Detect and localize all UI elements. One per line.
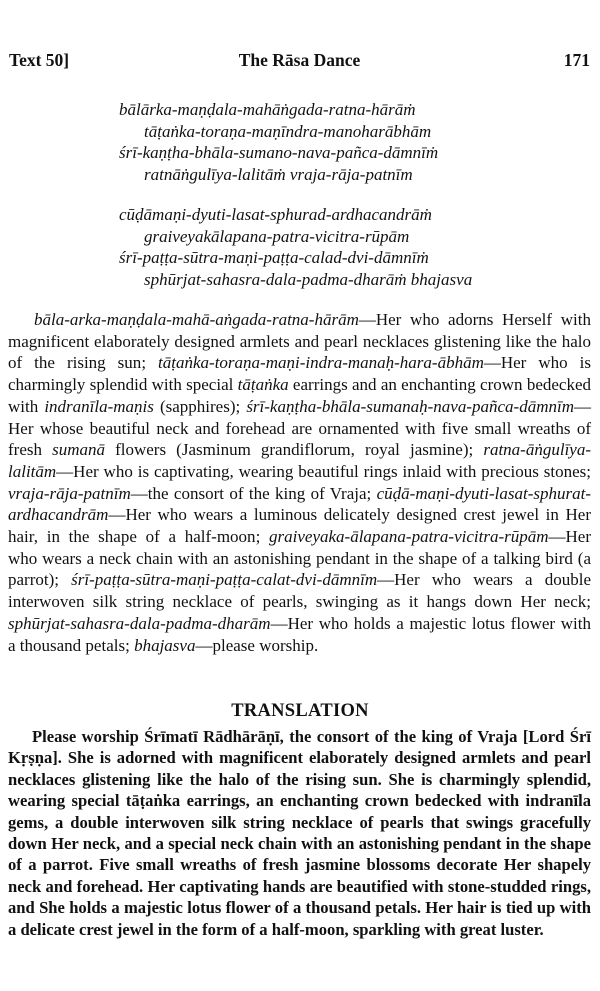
synonym-term: śrī-kaṇṭha-bhāla-sumanaḥ-nava-pañca-dāmnīm bbox=[246, 396, 574, 416]
synonym-meaning: please worship. bbox=[212, 635, 319, 655]
header-text-reference: Text 50] bbox=[9, 50, 70, 70]
verse-stanza-1 bbox=[119, 99, 579, 185]
synonym-term: graiveyaka-ālapana-patra-vicitra-rūpām bbox=[269, 527, 549, 547]
synonym-meaning: Her who wears a double interwoven silk string necklace of pearls, swinging as it hangs down Her neck bbox=[8, 570, 591, 612]
verse-stanza-2 bbox=[119, 204, 579, 290]
translation-heading: TRANSLATION bbox=[231, 701, 369, 721]
synonym-meaning: Her who wears a luminous delicately designed crest jewel in Her hair, in the shape of a half-moon bbox=[8, 505, 591, 547]
synonym-inline-term: tāṭaṅka bbox=[237, 375, 289, 395]
synonym-meaning: Her who wears a neck chain with an astonishing pendant in the shape of a talking bird (a parrot) bbox=[8, 527, 591, 590]
synonym-meaning: Her who is captivating, wearing beautiful rings inlaid with precious stones bbox=[73, 461, 587, 481]
synonym-inline-term: sumanā bbox=[52, 440, 105, 460]
verse-line: śrī-kaṇṭha-bhāla-sumano-nava-pañca-dāmnīṁ bbox=[119, 143, 439, 162]
synonym-inline-term: indranīla-maṇis bbox=[44, 396, 154, 416]
verse-line: bālārka-maṇḍala-mahāṅgada-ratna-hārāṁ bbox=[119, 100, 416, 119]
page-number: 171 bbox=[563, 50, 590, 70]
word-for-word-synonyms: bāla-arka-maṇḍala-mahā-aṅgada-ratna-hārām—Her who adorns Herself with magnificent elaborately designed armlets and pearl necklaces glistening like the halo of the rising sun; tāṭaṅka-toraṇa-maṇi-indra-manaḥ-hara-ābhām—Her who is charmingly splendid with special tāṭaṅka earrings and an enchanting crown bedecked with indranīla-maṇis (sapphires); śrī-kaṇṭha-bhāla-sumanaḥ-nava-pañca-dāmnīm—Her whose beautiful neck and forehead are ornamented with five small wreaths of fresh sumanā flowers (Jasminum grandiflorum, royal jasmine); ratna-āṅgulīya-lalitām—Her who is captivating, wearing beautiful rings inlaid with precious stones; vraja-rāja-patnīm—the consort of the king of Vraja; cūḍā-maṇi-dyuti-lasat-sphurat-ardhacandrām—Her who wears a luminous delicately designed crest jewel in Her hair, in the shape of a half-moon; graiveyaka-ālapana-patra-vicitra-rūpām—Her who wears a neck chain with an astonishing pendant in the shape of a talking bird (a parrot); śrī-paṭṭa-sūtra-maṇi-paṭṭa-calat-dvi-dāmnīm—Her who wears a double interwoven silk string necklace of pearls, swinging as it hangs down Her neck; sphūrjat-sahasra-dala-padma-dharām—Her who holds a majestic lotus flower with a thousand petals; bhajasva—please worship. bbox=[8, 310, 592, 655]
verse-line: tāṭaṅka-toraṇa-maṇīndra-manoharābhām bbox=[144, 121, 432, 141]
synonym-meaning: (sapphires) bbox=[153, 396, 236, 416]
verse-line: cūḍāmaṇi-dyuti-lasat-sphurad-ardhacandrāṁ bbox=[119, 205, 432, 224]
synonym-term: sphūrjat-sahasra-dala-padma-dharām bbox=[8, 613, 271, 633]
verse-line: ratnāṅgulīya-lalitāṁ vraja-rāja-patnīm bbox=[144, 164, 413, 184]
synonym-meaning: Her who adorns Herself with magnificent elaborately designed armlets and pearl necklaces glistening like the halo of the rising sun bbox=[8, 310, 591, 373]
synonym-meaning: Her whose beautiful neck and forehead are ornamented with five small wreaths of fresh bbox=[8, 418, 591, 460]
running-header bbox=[9, 50, 590, 74]
verse-line: śrī-paṭṭa-sūtra-maṇi-paṭṭa-calad-dvi-dāmnīṁ bbox=[119, 248, 429, 267]
synonym-meaning: Her who is charmingly splendid with special bbox=[8, 353, 591, 395]
synonym-meaning: earrings and an enchanting crown bedecked with bbox=[8, 375, 592, 416]
synonym-term: śrī-paṭṭa-sūtra-maṇi-paṭṭa-calat-dvi-dāmnīm bbox=[71, 570, 378, 590]
synonym-meaning: the consort of the king of Vraja bbox=[147, 483, 367, 503]
verse-line: sphūrjat-sahasra-dala-padma-dharāṁ bhajasva bbox=[144, 269, 473, 289]
synonym-meaning: Her who holds a majestic lotus flower with a thousand petals bbox=[8, 613, 591, 655]
synonym-meaning: flowers (Jasminum grandiflorum, royal jasmine) bbox=[105, 440, 469, 460]
synonym-term: bhajasva bbox=[134, 635, 196, 655]
verse-line: graiveyakālapana-patra-vicitra-rūpām bbox=[144, 226, 410, 246]
translation-paragraph: Please worship Śrīmatī Rādhārāṇī, the consort of the king of Vraja [Lord Śrī Kṛṣṇa]. She is adorned with magnificent elaborately designed armlets and pearl necklaces glistening like the halo of the rising sun. She is charmingly splendid, wearing special tāṭaṅka earrings, an enchanting crown bedecked with indranīla gems, a double interwoven silk string necklace of pearls that swings gracefully down Her neck, and a special neck chain with an astonishing pendant in the shape of a parrot. Five small wreaths of fresh jasmine blossoms decorate Her shapely neck and forehead. Her captivating hands are beautified with stone-studded rings, and She holds a majestic lotus flower of a thousand petals. Her hair is tied up with a delicate crest jewel in the form of a half-moon, sparkling with great luster. bbox=[8, 727, 591, 939]
header-chapter-title: The Rāsa Dance bbox=[238, 50, 361, 70]
synonym-term: tāṭaṅka-toraṇa-maṇi-indra-manaḥ-hara-ābhām bbox=[158, 353, 484, 373]
synonym-term: bāla-arka-maṇḍala-mahā-aṅgada-ratna-hārām bbox=[34, 310, 359, 329]
synonym-term: cūḍā-maṇi-dyuti-lasat-sphurat-ardhacandrām bbox=[8, 483, 591, 525]
synonym-term: ratna-āṅgulīya-lalitām bbox=[8, 440, 591, 481]
synonym-term: vraja-rāja-patnīm bbox=[8, 483, 131, 503]
